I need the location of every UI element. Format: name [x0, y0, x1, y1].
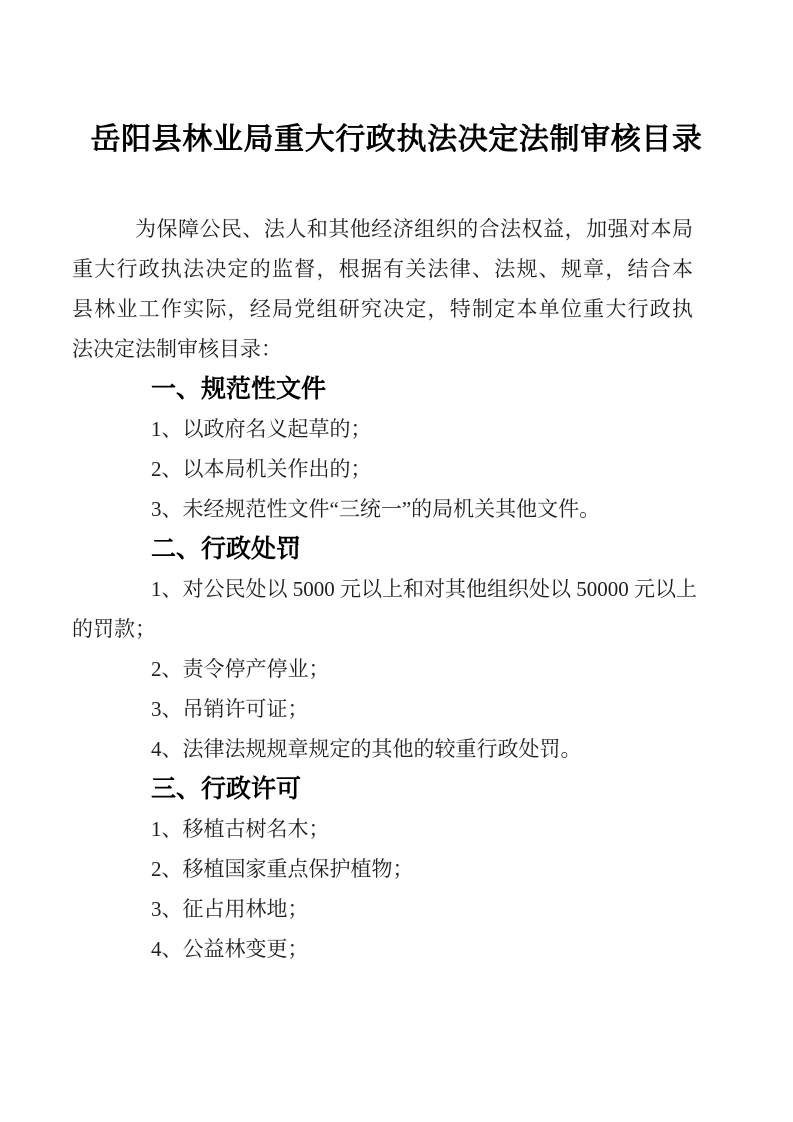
intro-paragraph-line: 法决定法制审核目录： — [72, 337, 282, 361]
section-heading: 一、规范性文件 — [151, 375, 327, 403]
document-title: 岳阳县林业局重大行政执法决定法制审核目录 — [90, 123, 703, 156]
intro-paragraph-line: 县林业工作实际，经局党组研究决定，特制定本单位重大行政执 — [72, 297, 693, 321]
list-item: 3、未经规范性文件“三统一”的局机关其他文件。 — [151, 497, 601, 521]
list-item: 4、法律法规规章规定的其他的较重行政处罚。 — [151, 737, 582, 761]
list-item: 2、移植国家重点保护植物； — [151, 857, 414, 881]
list-item: 1、移植古树名木； — [151, 817, 330, 841]
list-item: 1、以政府名义起草的； — [151, 417, 372, 441]
list-item: 的罚款； — [72, 617, 156, 641]
list-item: 2、责令停产停业； — [151, 657, 330, 681]
intro-paragraph-line: 重大行政执法决定的监督，根据有关法律、法规、规章，结合本 — [72, 257, 693, 281]
list-item: 1、对公民处以 5000 元以上和对其他组织处以 50000 元以上 — [151, 577, 697, 601]
section-heading: 二、行政处罚 — [151, 535, 302, 563]
document-body — [0, 209, 793, 969]
list-item: 3、吊销许可证； — [151, 697, 309, 721]
section-heading: 三、行政许可 — [151, 775, 302, 803]
list-item: 4、公益林变更； — [151, 937, 309, 961]
list-item: 2、以本局机关作出的； — [151, 457, 372, 481]
intro-paragraph-line: 为保障公民、法人和其他经济组织的合法权益，加强对本局 — [135, 217, 693, 241]
list-item: 3、征占用林地； — [151, 897, 309, 921]
